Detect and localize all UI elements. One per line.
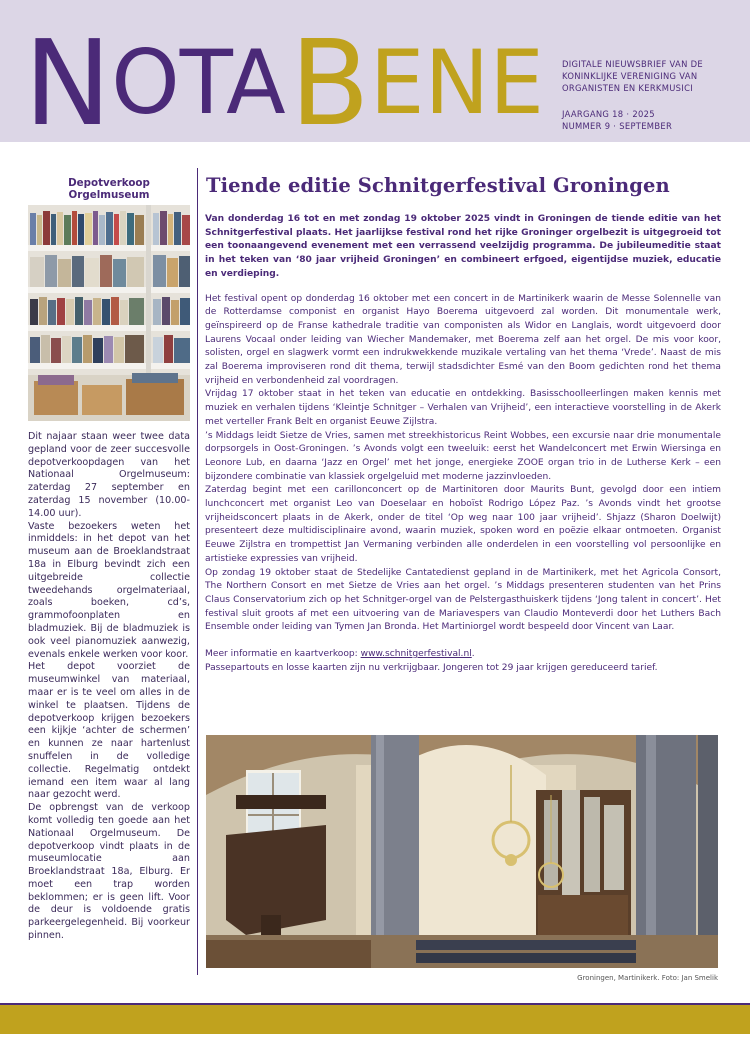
tickets-note: Passepartouts en losse kaarten zijn nu verkrijgbaar. Jongeren tot 29 jaar krijgen gereduceerd tarief. (205, 662, 658, 673)
sidebar (28, 177, 190, 943)
more-info-suffix: . (471, 649, 475, 660)
sidebar-paragraph: Het depot voorziet de museumwinkel van materiaal, maar er is te veel om alles in de winkel te plaatsen. Tijdens de depotverkoop krijgen bezoekers een kijkje ‘achter de schermen’ en kunnen ze naar hartenlust snuffelen in de volledige collectie. Regelmatig ontdekt iemand een item waar al lang naar gezocht werd. (28, 661, 190, 801)
festival-website-link[interactable]: www.schnitgerfestival.nl (360, 649, 472, 660)
issue-volume: JAARGANG 18 · 2025 (562, 109, 655, 119)
article-lead: Van donderdag 16 tot en met zondag 19 oktober 2025 vindt in Groningen de tiende editie van het Schnitgerfestival plaats. Het jaarlijkse festival rond het rijke Groninger orgelbezit is uitgegroeid tot een toonaangevend evenement met een verrassend veelzijdig programma. De jubileumeditie staat in het teken van ‘80 jaar vrijheid Groningen’ en combineert erfgoed, eigentijdse muziek, educatie en verdieping. (205, 214, 721, 279)
article-paragraph: Het festival opent op donderdag 16 oktober met een concert in de Martinikerk waarin de Messe Solennelle van de Rotterdamse componist en organist Hayo Boerema uitgevoerd zal worden. Dit monumentale werk, geïnspireerd op de Franse kathedrale traditie van componisten als Widor en Langlais, wordt uitgevoerd door Laurens Vocaal onder leiding van Wiecher Mandemaker, met Boerema zelf aan het orgel. De mis voor koor, solisten, orgel en slagwerk vormt een indrukwekkende muzikale vertaling van het thema ‘Vrede’. Naast de mis zal Boerema improviseren rond dit thema, terwijl stadsdichter Esmé van den Boom gedichten rond het thema vrijheid en verbondenheid zal voordragen. (205, 293, 721, 386)
logo-nota-rest: OTA (111, 31, 286, 134)
article-paragraph: ’s Middags leidt Sietze de Vries, samen met streekhistoricus Reint Wobbes, een excursie naar drie monumentale dorpsorgels in Oost-Groningen. ’s Avonds volgt een tweeluik: eerst het Wandelconcert met Erwin Wiersinga en Leonore Lub, en daarna ‘Jazz en Orgel’ met het jonge, energieke ZOOE organ trio in de Lutherse Kerk – een bijzondere combinatie van klassiek orgelgeluid met moderne jazzinvloeden. (205, 430, 721, 482)
sidebar-text (28, 431, 190, 943)
column-divider (197, 168, 198, 975)
sidebar-paragraph: Vaste bezoekers weten het inmiddels: in het depot van het museum aan de Broeklandstraat 18a in Elburg bevindt zich een uitgebreide collectie tweedehands orgelmateriaal, zoals boeken, cd’s, grammofoonplaten en bladmuziek. Bij de bladmuziek is ook veel pianomuziek aanwezig, evenals enkele werken voor koor. (28, 520, 190, 660)
article-paragraph: Zaterdag begint met een carillonconcert op de Martinitoren door Maurits Bunt, gevolgd door een intiem lunchconcert met organist Leo van Doeselaar en hoboïst Rodrigo López Paz. ’s Avonds vindt het grootse vrijheidsconcert plaats in de Akerk, onder de titel ‘Op weg naar 100 jaar vrijheid’. Shjazz (Sharon Doelwijt) presenteert deze multidisciplinaire avond, waarin muziek, spoken word en poëzie elkaar ontmoeten. Organist Eeuwe Zijlstra en trompettist Jan Vermaning verbinden alle onderdelen in een voorstelling vol persoonlijke en artistieke expressies van vrijheid. (205, 485, 721, 564)
nota-bene-logo (24, 24, 544, 142)
logo-bene (290, 24, 544, 142)
more-info-prefix: Meer informatie en kaartverkoop: (205, 649, 361, 660)
photo-caption: Groningen, Martinikerk. Foto: Jan Smelik (577, 974, 718, 982)
masthead-info (562, 58, 742, 132)
article-body (205, 293, 721, 676)
article (205, 174, 721, 676)
masthead (0, 0, 750, 142)
issue-number: NUMMER 9 · SEPTEMBER (562, 121, 673, 131)
sidebar-paragraph: De opbrengst van de verkoop komt volledig ten goede aan het Nationaal Orgelmuseum. De depotverkoop vindt plaats in de museumlocatie aan Broeklandstraat 18a, Elburg. Er moet een trap worden beklommen; er is geen lift. Voor de deur is voldoende gratis parkeergelegenheid. Bij voorkeur pinnen. (28, 802, 190, 942)
article-headline: Tiende editie Schnitgerfestival Groningen (206, 174, 670, 197)
article-paragraph: Op zondag 19 oktober staat de Stedelijke Cantatedienst gepland in de Martinikerk, met het Agricola Consort, The Northern Consort en met Sietze de Vries aan het orgel. ’s Middags presenteren studenten van het Prins Claus Conservatorium zich op het Schnitger-orgel van de Pelstergasthuiskerk tijdens ‘Jong talent in concert’. Het festival sluit groots af met een uitvoering van de Mariavespers van Claudio Monteverdi door het Luthers Bach Ensemble onder leiding van Tymen Jan Bronda. Het Martiniorgel wordt bespeeld door Vincent van Laar. (205, 567, 721, 633)
footer-bar (0, 1003, 750, 1034)
sidebar-paragraph: Dit najaar staan weer twee data gepland voor de zeer succesvolle depotverkoopdagen van het Nationaal Orgelmuseum: zaterdag 27 september en zaterdag 15 november (10.00-14.00 uur). (28, 431, 190, 519)
logo-bene-initial: B (290, 24, 370, 142)
more-info (205, 648, 721, 662)
logo-bene-rest: ENE (369, 31, 544, 134)
church-interior-photo (206, 735, 718, 968)
logo-nota (24, 24, 286, 142)
logo-nota-initial: N (24, 24, 112, 142)
footer-rule (0, 1003, 750, 1005)
bookshelf-photo (28, 205, 190, 421)
sidebar-title: Depotverkoop Orgelmuseum (68, 177, 150, 201)
tagline: DIGITALE NIEUWSBRIEF VAN DE KONINKLIJKE VERENIGING VAN ORGANISTEN EN KERKMUSICI (562, 59, 703, 93)
article-paragraph: Vrijdag 17 oktober staat in het teken van educatie en ontdekking. Basisschoolleerlingen maken kennis met muziek en verhalen tijdens ‘Kleintje Schnitger – Verhalen van Vrijheid’, een interactieve voorstelling in de Akerk met verteller Frank Belt en organist Eeuwe Zijlstra. (205, 389, 721, 427)
